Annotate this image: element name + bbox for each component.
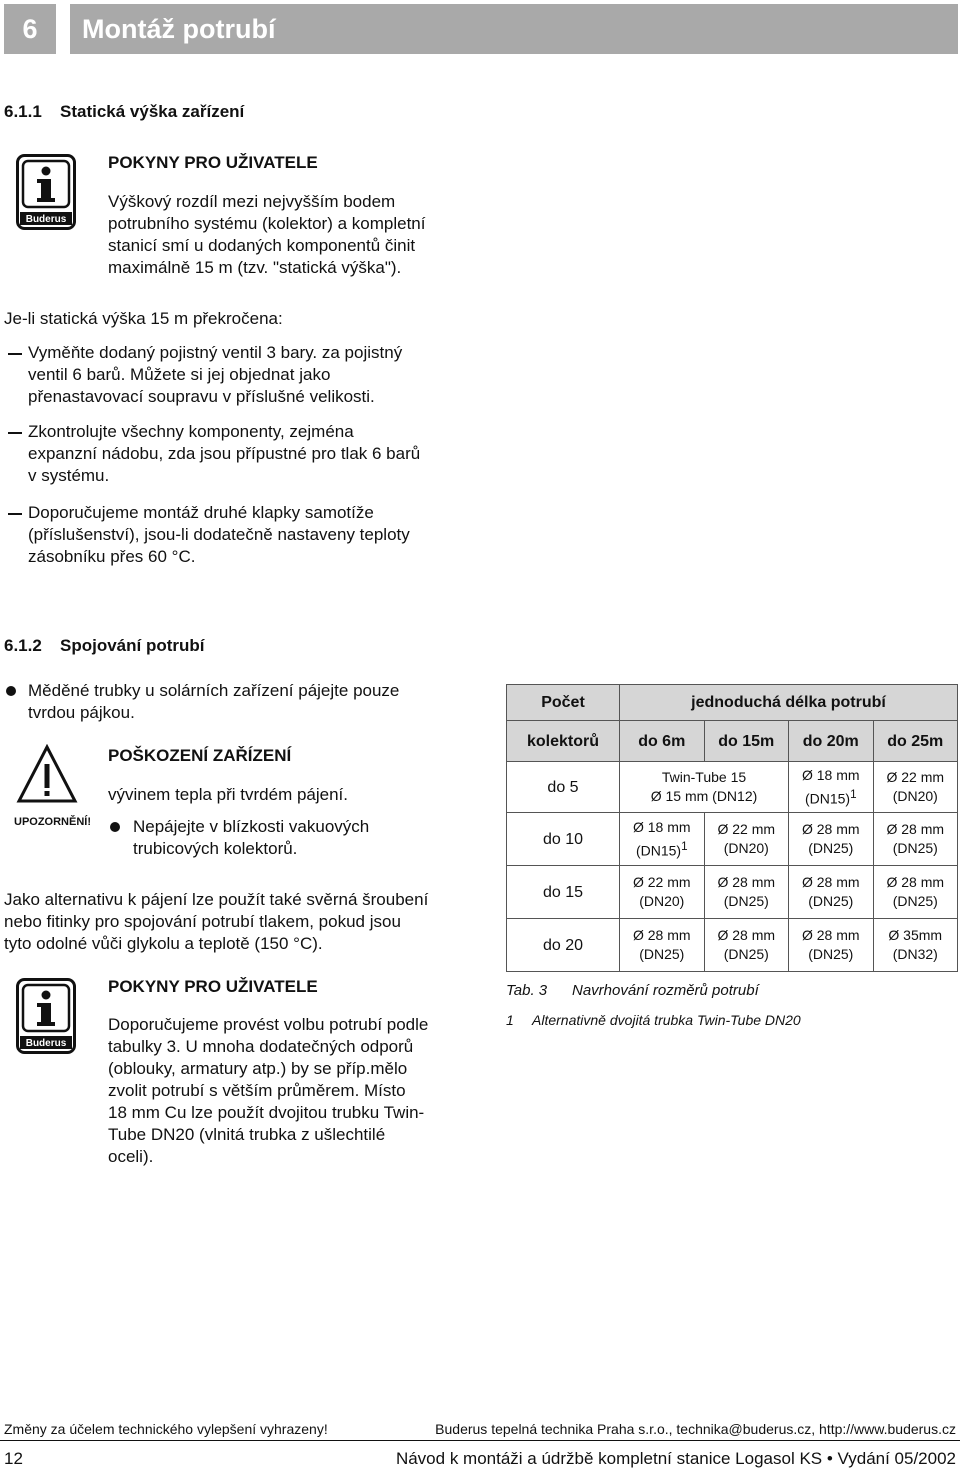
section-title: Statická výška zařízení	[60, 102, 245, 121]
table-cell: Ø 28 mm (DN25)	[620, 919, 705, 972]
table-header-length: jednoduchá délka potrubí	[620, 685, 958, 721]
table-header-count: Počet	[507, 685, 620, 721]
cell-line: Twin-Tube 15	[661, 769, 747, 785]
text-line: expanzní nádobu, zda jsou přípustné pro tlak 6 barů	[28, 444, 421, 463]
table-row	[507, 866, 958, 919]
table-cell	[620, 762, 789, 813]
section-number: 6.1.1	[4, 102, 42, 121]
text-line: Tube DN20 (vlnitá trubka z ušlechtilé	[108, 1125, 386, 1144]
text-line: potrubního systému (kolektor) a kompletní	[108, 214, 426, 233]
section-number: 6.1.2	[4, 636, 42, 655]
section-heading-611	[4, 102, 244, 122]
footnote-text: Alternativně dvojitá trubka Twin-Tube DN20	[532, 1012, 801, 1028]
warning-bullet	[108, 816, 468, 860]
table-cell: Ø 18 mm $(DN15)^1$	[789, 762, 874, 813]
text-line: tabulky 3. U mnoha dodatečných odporů	[108, 1037, 414, 1056]
info-icon	[16, 154, 76, 235]
buderus-logo-text: Buderus	[25, 1038, 67, 1049]
row-label: do 15	[507, 866, 620, 919]
table-cell: Ø 28 mm (DN25)	[789, 813, 874, 866]
dash-list-item	[4, 421, 464, 487]
table-cell: Ø 22 mm (DN20)	[620, 866, 705, 919]
table-column-header: do 6m	[620, 721, 705, 762]
text-line: Doporučujeme montáž druhé klapky samotíže	[28, 503, 374, 522]
buderus-logo-text: Buderus	[25, 214, 67, 225]
note-title: POKYNY PRO UŽIVATELE	[108, 977, 318, 996]
note-title: POKYNY PRO UŽIVATELE	[108, 153, 318, 172]
bullet-marker	[110, 822, 120, 832]
table-cell: Ø 28 mm (DN25)	[873, 866, 958, 919]
table-cell: Ø 22 mm (DN20)	[704, 813, 789, 866]
text-line: Měděné trubky u solárních zařízení pájejte pouze	[28, 681, 400, 700]
dash-list-item	[4, 342, 464, 408]
text-line: ventil 6 barů. Můžete si jej objednat jako	[28, 365, 331, 384]
text-line: Vyměňte dodaný pojistný ventil 3 bary. za pojistný	[28, 343, 403, 362]
page-number: 12	[4, 1449, 23, 1468]
text-line: Doporučujeme provést volbu potrubí podle	[108, 1015, 429, 1034]
table-column-header: do 15m	[704, 721, 789, 762]
caption-label: Tab. 3	[506, 982, 548, 999]
caption-text: Navrhování rozměrů potrubí	[572, 982, 759, 999]
intro-text: Je-li statická výška 15 m překročena:	[4, 309, 283, 328]
text-line: Jako alternativu k pájení lze použít také svěrná šroubení	[4, 890, 429, 909]
text-line: nebo fitinky pro spojování potrubí tlakem, pokud jsou	[4, 912, 401, 931]
dash-marker	[8, 513, 22, 515]
row-label: do 5	[507, 762, 620, 813]
table-row	[507, 762, 958, 813]
text-line: Výškový rozdíl mezi nejvyšším bodem	[108, 192, 396, 211]
text-line: maximálně 15 m (tzv. "statická výška").	[108, 258, 402, 277]
cell-line: Ø 15 mm (DN12)	[650, 788, 758, 804]
text-line: stanicí smí u dodaných komponentů činit	[108, 236, 416, 255]
text-line: tyto odolné vůči glykolu a teplotě (150 °C).	[4, 934, 323, 953]
table-cell: Ø 28 mm (DN25)	[704, 919, 789, 972]
table-cell: Ø 28 mm (DN25)	[704, 866, 789, 919]
bullet-marker	[6, 686, 16, 696]
footer-disclaimer: Změny za účelem technického vylepšení vyhrazeny!	[4, 1421, 328, 1437]
text-line: Zkontrolujte všechny komponenty, zejména	[28, 422, 354, 441]
text-line: (oblouky, armatury atp.) by se příp.mělo	[108, 1059, 408, 1078]
text-line: zásobníku přes 60 °C.	[28, 547, 196, 566]
table-cell: Ø 35mm (DN32)	[873, 919, 958, 972]
table-cell: Ø 18 mm $(DN15)^1$	[620, 813, 705, 866]
footnote-mark: 1	[850, 787, 857, 801]
dash-marker	[8, 353, 22, 355]
footnote-mark: 1	[681, 839, 688, 853]
info-icon	[16, 978, 76, 1059]
text-line: trubicových kolektorů.	[133, 839, 298, 858]
chapter-title: Montáž potrubí	[70, 4, 958, 54]
text-line: přenastavovací soupravu v příslušné velikosti.	[28, 387, 375, 406]
table-caption	[506, 982, 759, 999]
dash-list-item	[4, 502, 464, 568]
text-line: Nepájejte v blízkosti vakuových	[133, 817, 370, 836]
table-footnote	[506, 1012, 801, 1028]
document-title: Návod k montáži a údržbě kompletní stanice Logasol KS • Vydání 05/2002	[395, 1449, 956, 1468]
warning-label: UPOZORNĚNÍ!	[14, 816, 91, 828]
text-line: v systému.	[28, 466, 110, 485]
table-header-count-2: kolektorů	[507, 721, 620, 762]
text-line: 18 mm Cu lze použít dvojitou trubku Twin-	[108, 1103, 425, 1122]
text-line: tvrdou pájkou.	[28, 703, 135, 722]
table-cell: Ø 28 mm (DN25)	[789, 866, 874, 919]
bullet-list-item	[4, 680, 464, 724]
pipe-sizing-table	[506, 684, 958, 972]
note-text	[108, 191, 425, 279]
dash-marker	[8, 432, 22, 434]
warning-title: POŠKOZENÍ ZAŘÍZENÍ	[108, 746, 292, 765]
section-title: Spojování potrubí	[60, 636, 205, 655]
table-row	[507, 813, 958, 866]
table-cell: Ø 22 mm (DN20)	[873, 762, 958, 813]
footer-company: Buderus tepelná technika Praha s.r.o., technika@buderus.cz, http://www.buderus.cz	[435, 1421, 956, 1437]
text-line: oceli).	[108, 1147, 154, 1166]
table-column-header: do 25m	[873, 721, 958, 762]
section-heading-612	[4, 636, 205, 656]
table-row	[507, 919, 958, 972]
chapter-number: 6	[4, 4, 56, 54]
table-column-header: do 20m	[789, 721, 874, 762]
row-label: do 20	[507, 919, 620, 972]
table-cell: Ø 28 mm (DN25)	[873, 813, 958, 866]
footnote-number: 1	[506, 1012, 514, 1028]
warning-text: vývinem tepla při tvrdém pájení.	[108, 785, 348, 804]
footer-divider	[0, 1440, 960, 1441]
table-cell: Ø 28 mm (DN25)	[789, 919, 874, 972]
warning-icon	[16, 744, 78, 809]
row-label: do 10	[507, 813, 620, 866]
note-text	[108, 1014, 478, 1168]
paragraph	[4, 889, 484, 955]
text-line: zvolit potrubí s větším průměrem. Místo	[108, 1081, 406, 1100]
text-line: (příslušenství), jsou-li dodatečně nastaveny teploty	[28, 525, 410, 544]
